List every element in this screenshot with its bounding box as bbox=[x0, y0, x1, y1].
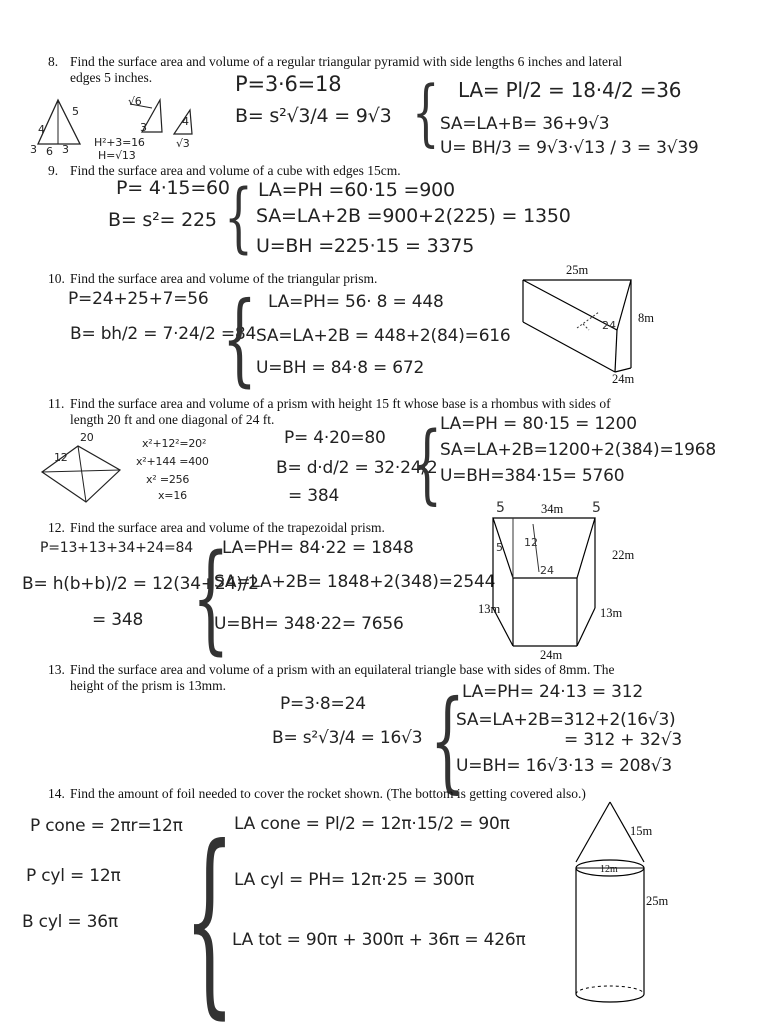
p14-la-cyl: LA cyl = PH= 12π·25 = 300π bbox=[234, 870, 475, 890]
p11-sketch-side: 20 bbox=[80, 431, 94, 444]
p12-perimeter: P=13+13+34+24=84 bbox=[40, 540, 193, 556]
p13-surface-area: SA=LA+2B=312+2(16√3) bbox=[456, 710, 676, 730]
p10-label-right: 8m bbox=[638, 311, 654, 325]
p10-label-bottom: 24m bbox=[612, 372, 635, 386]
p11-surface-area: SA=LA+2B=1200+2(384)=1968 bbox=[440, 440, 716, 460]
p10-prism-figure bbox=[515, 268, 655, 388]
p8-label-3b: 3 bbox=[62, 143, 69, 156]
p11-eq2: x²+144 =400 bbox=[136, 455, 209, 468]
problem-12-question: 12. Find the surface area and volume of the trapezoidal prism. bbox=[48, 520, 385, 535]
p11-rhombus-sketch bbox=[38, 440, 128, 510]
problem-10-question: 10. Find the surface area and volume of the triangular prism. bbox=[48, 271, 378, 286]
problem-10-text: Find the surface area and volume of the triangular prism. bbox=[70, 271, 378, 286]
p12-surface-area: SA=LA+2B= 1848+2(348)=2544 bbox=[214, 572, 496, 592]
p13-volume: U=BH= 16√3·13 = 208√3 bbox=[456, 756, 673, 776]
p9-surface-area: SA=LA+2B =900+2(225) = 1350 bbox=[256, 205, 571, 227]
p11-base: B= d·d/2 = 32·24/2 bbox=[276, 458, 438, 478]
problem-14-question: 14. Find the amount of foil needed to cover the rocket shown. (The bottom is getting covered also.) bbox=[48, 786, 586, 801]
p11-base-result: = 384 bbox=[288, 486, 340, 506]
p12-label-top-right: 5 bbox=[592, 500, 601, 516]
p8-base: B= s²√3/4 = 9√3 bbox=[235, 105, 392, 127]
p10-label-top: 25m bbox=[566, 263, 589, 277]
p8-brace: { bbox=[412, 70, 440, 154]
p9-volume: U=BH =225·15 = 3375 bbox=[256, 235, 475, 257]
p9-brace: { bbox=[224, 172, 254, 261]
p14-perimeter-cyl: P cyl = 12π bbox=[26, 866, 121, 886]
p10-lateral-area: LA=PH= 56· 8 = 448 bbox=[268, 292, 444, 312]
p8-label-5: 5 bbox=[72, 105, 79, 118]
p8-label-6: 6 bbox=[46, 145, 53, 158]
p8-surface-area: SA=LA+B= 36+9√3 bbox=[440, 114, 610, 134]
p8-small-side: 4 bbox=[182, 115, 189, 128]
p8-perimeter: P=3·6=18 bbox=[235, 72, 342, 96]
p12-volume: U=BH= 348·22= 7656 bbox=[214, 614, 404, 634]
p14-brace: { bbox=[184, 804, 235, 1024]
problem-8-text-line1: Find the surface area and volume of a regular triangular pyramid with side lengths 6 inches and lateral bbox=[70, 54, 623, 69]
p14-label-slant: 15m bbox=[630, 824, 653, 838]
p11-lateral-area: LA=PH = 80·15 = 1200 bbox=[440, 414, 637, 434]
p12-hw-12: 12 bbox=[524, 536, 538, 549]
p13-perimeter: P=3·8=24 bbox=[280, 694, 366, 714]
p9-lateral-area: LA=PH =60·15 =900 bbox=[258, 179, 455, 201]
p12-label-top: 34m bbox=[541, 502, 564, 516]
problem-11-text-line1: Find the surface area and volume of a prism with height 15 ft whose base is a rhombus with sides of bbox=[70, 396, 611, 411]
p14-la-total: LA tot = 90π + 300π + 36π = 426π bbox=[232, 930, 526, 950]
problem-13-question: 13. Find the surface area and volume of a prism with an equilateral triangle base with sides of 8mm. The height of the prism is 13mm. bbox=[48, 662, 708, 694]
p9-base: B= s²= 225 bbox=[108, 209, 217, 231]
p14-base-cyl: B cyl = 36π bbox=[22, 912, 118, 932]
p12-hw-24: 24 bbox=[540, 564, 554, 577]
p13-surface-area-result: = 312 + 32√3 bbox=[564, 730, 683, 750]
p11-eq4: x=16 bbox=[158, 489, 187, 502]
p12-label-bottom: 24m bbox=[540, 648, 563, 662]
p13-lateral-area: LA=PH= 24·13 = 312 bbox=[462, 682, 643, 702]
problem-9-text: Find the surface area and volume of a cube with edges 15cm. bbox=[70, 163, 401, 178]
p13-base: B= s²√3/4 = 16√3 bbox=[272, 728, 423, 748]
p9-perimeter: P= 4·15=60 bbox=[116, 177, 230, 199]
p8-small-base: 3 bbox=[140, 121, 147, 134]
p8-small-top: √6 bbox=[128, 95, 142, 108]
p12-label-slant-left: 13m bbox=[478, 602, 501, 616]
problem-11-question: 11. Find the surface area and volume of a prism with height 15 ft whose base is a rhombus with sides of length 20 ft and one diagonal of 24 ft. bbox=[48, 396, 708, 428]
p10-perimeter: P=24+25+7=56 bbox=[68, 289, 209, 309]
p12-label-top-left: 5 bbox=[496, 500, 505, 516]
p12-brace: { bbox=[192, 528, 230, 666]
p12-base-result: = 348 bbox=[92, 610, 144, 630]
p10-volume: U=BH = 84·8 = 672 bbox=[256, 358, 425, 378]
p14-la-cone: LA cone = Pl/2 = 12π·15/2 = 90π bbox=[234, 814, 510, 834]
p11-volume: U=BH=384·15= 5760 bbox=[440, 466, 625, 486]
p13-brace: { bbox=[430, 676, 465, 804]
problem-13-text-line2: height of the prism is 13mm. bbox=[70, 678, 226, 693]
p11-brace: { bbox=[412, 414, 443, 514]
p8-small-alt: √3 bbox=[176, 137, 190, 150]
p11-perimeter: P= 4·20=80 bbox=[284, 428, 386, 448]
p14-perimeter-cone: P cone = 2πr=12π bbox=[30, 816, 183, 836]
p11-eq3: x² =256 bbox=[146, 473, 190, 486]
problem-8-question: 8. Find the surface area and volume of a regular triangular pyramid with side lengths 6 inches and lateral edges 5 inches. bbox=[48, 54, 708, 86]
p10-label-inner: 24 bbox=[602, 319, 616, 332]
problem-9-question: 9. Find the surface area and volume of a cube with edges 15cm. bbox=[48, 163, 401, 178]
problem-14-text: Find the amount of foil needed to cover the rocket shown. (The bottom is getting covered also.) bbox=[70, 786, 586, 801]
p12-label-height: 22m bbox=[612, 548, 635, 562]
p12-base: B= h(b+b)/2 = 12(34+24)/2 bbox=[22, 574, 259, 594]
p11-eq1: x²+12²=20² bbox=[142, 437, 207, 450]
p12-lateral-area: LA=PH= 84·22 = 1848 bbox=[222, 538, 414, 558]
problem-12-text: Find the surface area and volume of the trapezoidal prism. bbox=[70, 520, 385, 535]
p8-volume: U= BH/3 = 9√3·√13 / 3 = 3√39 bbox=[440, 138, 699, 158]
p12-label-slant-right: 13m bbox=[600, 606, 623, 620]
problem-8-text-line2: edges 5 inches. bbox=[70, 70, 153, 85]
problem-13-text-line1: Find the surface area and volume of a prism with an equilateral triangle base with sides of 8mm. The bbox=[70, 662, 615, 677]
p8-label-3a: 3 bbox=[30, 143, 37, 156]
p10-surface-area: SA=LA+2B = 448+2(84)=616 bbox=[256, 326, 511, 346]
p8-eq1: H²+3=16 bbox=[94, 136, 145, 149]
p12-trapezoid-prism-figure bbox=[485, 510, 615, 650]
problem-11-text-line2: length 20 ft and one diagonal of 24 ft. bbox=[70, 412, 275, 427]
p8-label-4: 4 bbox=[38, 123, 45, 136]
p8-lateral-area: LA= Pl/2 = 18·4/2 =36 bbox=[458, 78, 682, 102]
p12-hw-5: 5 bbox=[496, 541, 503, 554]
p14-label-diameter: 12m bbox=[600, 864, 618, 875]
p10-base: B= bh/2 = 7·24/2 =84 bbox=[70, 324, 257, 344]
p11-sketch-diag: 12 bbox=[54, 451, 68, 464]
p14-label-height: 25m bbox=[646, 894, 669, 908]
p8-eq2: H=√13 bbox=[98, 149, 136, 162]
p10-brace: { bbox=[222, 280, 257, 397]
